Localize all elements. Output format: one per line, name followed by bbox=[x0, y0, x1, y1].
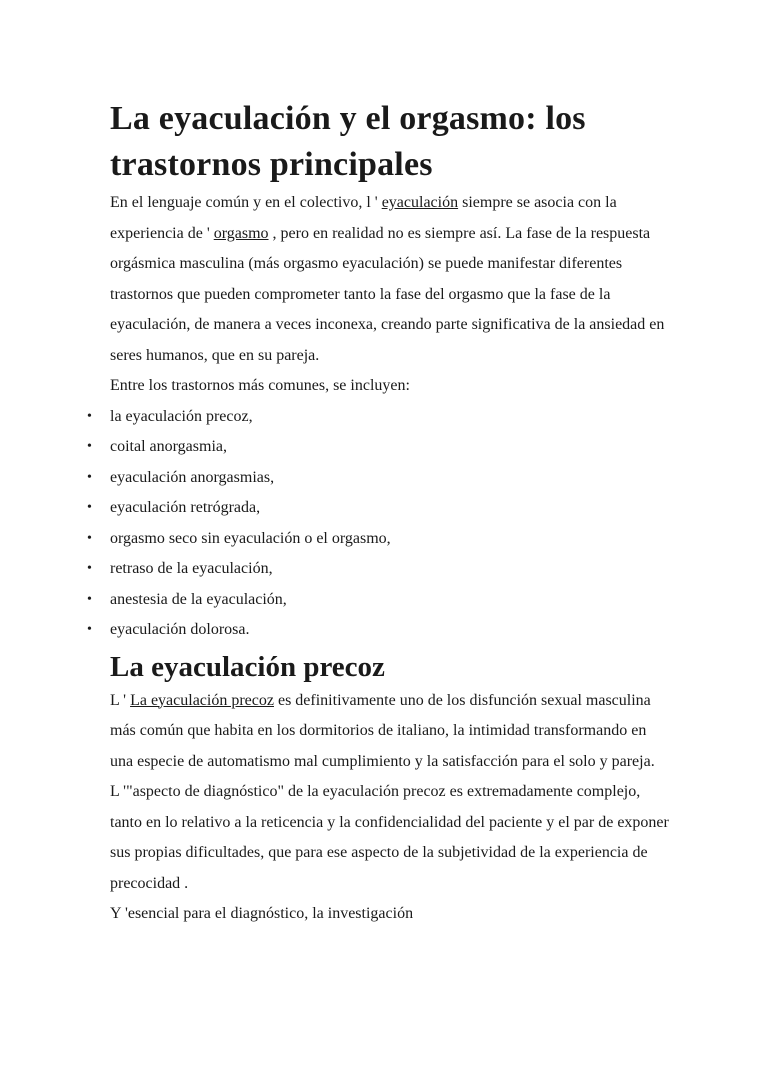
page-title: La eyaculación y el orgasmo: los trastornos principales bbox=[110, 100, 586, 183]
section2-text-a: L ' bbox=[110, 691, 131, 709]
list-item bbox=[87, 554, 670, 585]
list-item bbox=[87, 493, 670, 524]
intro-text-c: , pero en realidad no es siempre así. La fase de la respuesta orgásmica masculina (más orgasmo eyaculación) se puede manifestar diferentes trastornos que pueden comprometer tanto la fase del orgasmo que la fase de la eyaculación, de manera a veces inconexa, creando parte significativa de la ansiedad en seres humanos, que en su pareja. bbox=[110, 224, 665, 364]
bullet-icon: • bbox=[87, 591, 92, 607]
bullet-icon: • bbox=[87, 439, 92, 454]
section2-paragraph-2: L '"aspecto de diagnóstico" de la eyaculación precoz es extremadamente complejo, tanto en lo relativo a la reticencia y la confidencialidad del paciente y el par de exponer sus propias dificultades, que para ese aspecto de la subjetividad de la experiencia de precocidad . bbox=[110, 783, 669, 892]
list-item-text: eyaculación dolorosa. bbox=[110, 621, 250, 638]
section-heading-eyaculacion-precoz: La eyaculación precoz bbox=[110, 650, 385, 683]
list-intro-paragraph: Entre los trastornos más comunes, se incluyen: bbox=[110, 377, 410, 394]
section2-paragraph-1 bbox=[110, 686, 670, 778]
list-item-text: orgasmo seco sin eyaculación o el orgasmo, bbox=[110, 529, 391, 547]
link-eyaculacion-precoz[interactable]: La eyaculación precoz bbox=[130, 691, 274, 709]
list-item bbox=[87, 402, 670, 433]
section2-text-b: es definitivamente uno de los disfunción sexual masculina más común que habita en los dormitorios de italiano, la intimidad transformando en una especie de automatismo mal cumplimiento y la satisfacción para el solo y pareja. bbox=[110, 691, 655, 770]
list-item-text: eyaculación retrógrada, bbox=[110, 499, 261, 516]
intro-paragraph bbox=[110, 188, 670, 371]
intro-text-a: En el lenguaje común y en el colectivo, l ' bbox=[110, 194, 382, 211]
bullet-icon: • bbox=[87, 622, 92, 637]
link-orgasmo[interactable]: orgasmo bbox=[213, 224, 269, 242]
list-item-text: anestesia de la eyaculación, bbox=[110, 590, 287, 608]
list-item-text: retraso de la eyaculación, bbox=[110, 560, 273, 577]
list-item bbox=[87, 463, 670, 494]
bullet-icon: • bbox=[87, 500, 92, 515]
list-item bbox=[87, 585, 670, 616]
article-body bbox=[87, 96, 670, 930]
list-item bbox=[87, 432, 670, 463]
bullet-icon: • bbox=[87, 469, 92, 485]
section2-paragraph-3: Y 'esencial para el diagnóstico, la investigación bbox=[110, 905, 414, 922]
intro-text-b: siempre se asocia con la experiencia de ' bbox=[110, 194, 617, 242]
list-item bbox=[87, 615, 670, 646]
list-item-text: eyaculación anorgasmias, bbox=[110, 468, 275, 486]
disorders-list bbox=[87, 402, 670, 646]
list-item bbox=[87, 524, 670, 555]
list-item-text: coital anorgasmia, bbox=[110, 438, 227, 455]
bullet-icon: • bbox=[87, 408, 92, 424]
link-eyaculacion[interactable]: eyaculación bbox=[381, 194, 459, 211]
bullet-icon: • bbox=[87, 561, 92, 576]
list-item-text: la eyaculación precoz, bbox=[110, 407, 253, 425]
bullet-icon: • bbox=[87, 530, 92, 546]
